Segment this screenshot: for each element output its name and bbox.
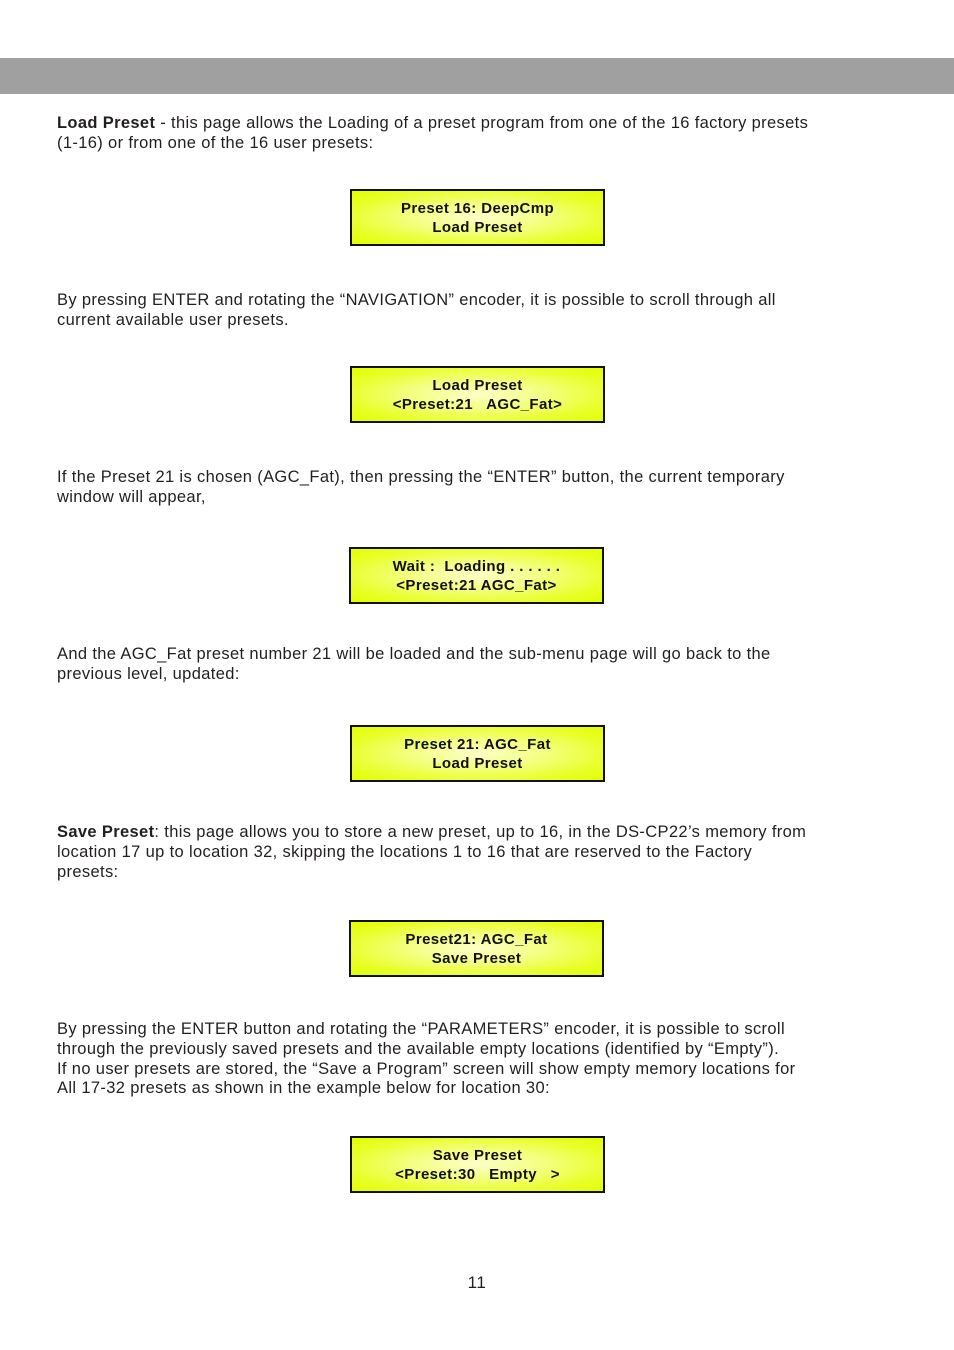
paragraph-scroll-saved-presets: By pressing the ENTER button and rotating the “PARAMETERS” encoder, it is possible to scroll through the previously saved presets and the available empty locations (identified by “Empty”). If no user presets are stored, the “Save a Program” screen will show empty memory locations for All 17-32 presets as shown in the example below for location 30:: [57, 1020, 796, 1098]
paragraph-agc-fat-loaded: And the AGC_Fat preset number 21 will be loaded and the sub-menu page will go back to the previous level, updated:: [57, 645, 771, 683]
lcd-line-1: Load Preset: [432, 376, 523, 394]
header-band: [0, 58, 954, 94]
paragraph-load-preset-text: - this page allows the Loading of a preset program from one of the 16 factory presets (1-16) or from one of the 16 user presets:: [57, 114, 809, 152]
lcd-screen-save-preset-30-empty: [350, 1136, 605, 1193]
paragraph-preset-21-chosen: If the Preset 21 is chosen (AGC_Fat), then pressing the “ENTER” button, the current temporary window will appear,: [57, 468, 785, 506]
term-save-preset: Save Preset: [57, 823, 155, 841]
paragraph-load-preset: [57, 114, 897, 154]
lcd-line-1: Preset 16: DeepCmp: [400, 199, 555, 217]
lcd-line-2: Save Preset: [431, 949, 522, 967]
lcd-line-1: Preset21: AGC_Fat: [405, 930, 548, 948]
lcd-line-2: Load Preset: [432, 218, 523, 236]
lcd-line-1: Preset 21: AGC_Fat: [404, 735, 551, 753]
lcd-line-1: Wait : Loading . . . . . .: [392, 557, 561, 575]
paragraph-save-preset-text: : this page allows you to store a new preset, up to 16, in the DS-CP22’s memory from location 17 up to location 32, skipping the locations 1 to 16 that are reserved to the Factory presets:: [57, 823, 807, 881]
page-number: 11: [467, 1273, 487, 1292]
lcd-line-2: <Preset:21 AGC_Fat>: [392, 395, 563, 413]
lcd-line-2: <Preset:30 Empty >: [395, 1165, 560, 1183]
lcd-line-1: Save Preset: [432, 1146, 523, 1164]
lcd-screen-select-preset-21: [350, 366, 605, 423]
lcd-screen-preset-21-loaded: [350, 725, 605, 782]
paragraph-save-preset: [57, 823, 897, 882]
term-load-preset: Load Preset: [57, 114, 156, 132]
lcd-line-2: Load Preset: [432, 754, 523, 772]
lcd-screen-loading: [349, 547, 604, 604]
lcd-screen-save-preset-21: [349, 920, 604, 977]
lcd-screen-load-preset-16: [350, 189, 605, 246]
paragraph-scroll-user-presets: By pressing ENTER and rotating the “NAVIGATION” encoder, it is possible to scroll through all current available user presets.: [57, 291, 776, 329]
lcd-line-2: <Preset:21 AGC_Fat>: [396, 576, 557, 594]
